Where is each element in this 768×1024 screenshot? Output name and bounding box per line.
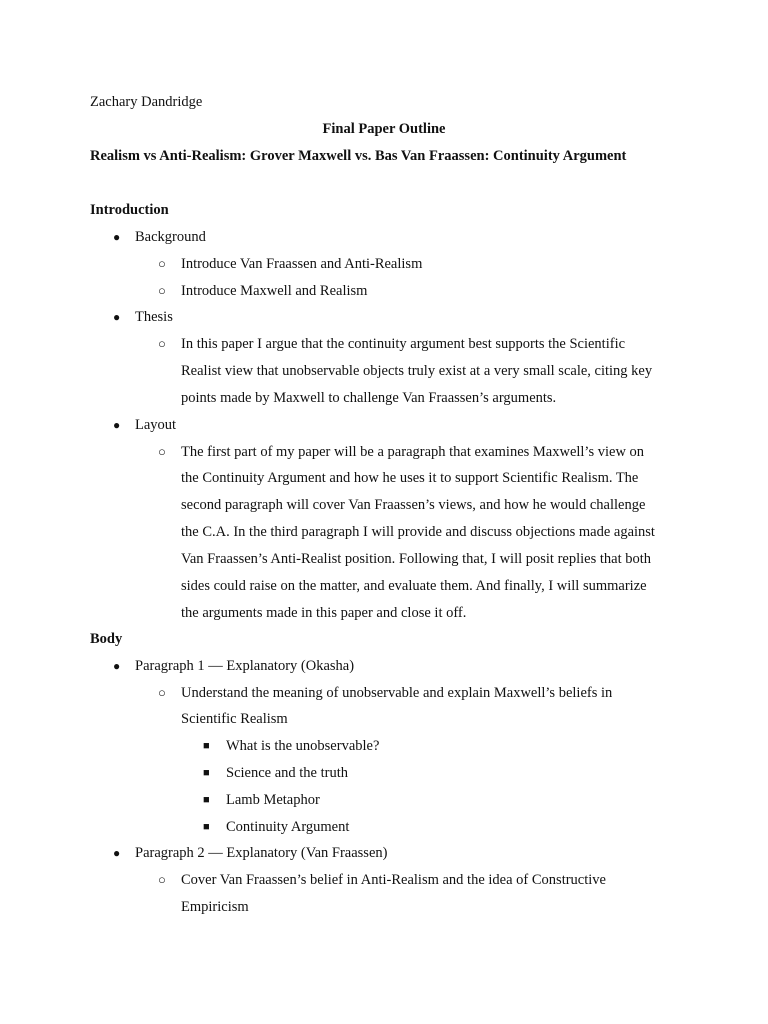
layout-text-line: sides could raise on the matter, and evaluate them. And finally, I will summarize xyxy=(181,578,647,594)
bullet-dot-icon: ● xyxy=(113,310,121,324)
layout-label: Layout xyxy=(135,417,177,433)
background-label: Background xyxy=(135,229,206,245)
bullet-square-icon: ■ xyxy=(203,740,210,752)
thesis-text-line: In this paper I argue that the continuity argument best supports the Scientific xyxy=(181,336,626,352)
bullet-square-icon: ■ xyxy=(203,767,210,779)
background-item: Introduce Van Fraassen and Anti-Realism xyxy=(181,256,423,272)
bullet-dot-icon: ● xyxy=(113,659,121,673)
bullet-circle-icon: ○ xyxy=(158,872,166,887)
bullet-circle-icon: ○ xyxy=(158,685,166,700)
background-item: Introduce Maxwell and Realism xyxy=(181,283,368,299)
thesis-label: Thesis xyxy=(135,309,173,325)
layout-text-line: the arguments made in this paper and close it off. xyxy=(181,605,467,621)
paragraph1-subitem: Science and the truth xyxy=(226,765,348,781)
thesis-text-line: Realist view that unobservable objects truly exist at a very small scale, citing key xyxy=(181,363,653,379)
bullet-circle-icon: ○ xyxy=(158,336,166,351)
document-subtitle: Realism vs Anti-Realism: Grover Maxwell vs. Bas Van Fraassen: Continuity Argument xyxy=(90,148,627,164)
author-name: Zachary Dandridge xyxy=(90,94,203,110)
paragraph2-label: Paragraph 2 — Explanatory (Van Fraassen) xyxy=(135,845,388,861)
bullet-dot-icon: ● xyxy=(113,418,121,432)
layout-text-line: second paragraph will cover Van Fraassen’s views, and how he would challenge xyxy=(181,497,646,513)
paragraph2-text-line: Empiricism xyxy=(181,899,249,915)
paragraph1-text-line: Scientific Realism xyxy=(181,711,288,727)
bullet-dot-icon: ● xyxy=(113,230,121,244)
bullet-dot-icon: ● xyxy=(113,846,121,860)
layout-text-line: the Continuity Argument and how he uses it to support Scientific Realism. The xyxy=(181,470,639,486)
layout-text-line: The first part of my paper will be a paragraph that examines Maxwell’s view on xyxy=(181,444,645,460)
paragraph1-subitem: Lamb Metaphor xyxy=(226,792,320,808)
paragraph2-text-line: Cover Van Fraassen’s belief in Anti-Realism and the idea of Constructive xyxy=(181,872,606,888)
layout-text-line: Van Fraassen’s Anti-Realist position. Following that, I will posit replies that both xyxy=(181,551,652,567)
bullet-circle-icon: ○ xyxy=(158,283,166,298)
document-title: Final Paper Outline xyxy=(322,121,446,137)
bullet-square-icon: ■ xyxy=(203,794,210,806)
paragraph1-subitem: What is the unobservable? xyxy=(226,738,380,754)
paragraph1-text-line: Understand the meaning of unobservable and explain Maxwell’s beliefs in xyxy=(181,685,613,701)
bullet-circle-icon: ○ xyxy=(158,256,166,271)
paragraph1-label: Paragraph 1 — Explanatory (Okasha) xyxy=(135,658,355,674)
layout-text-line: the C.A. In the third paragraph I will provide and discuss objections made against xyxy=(181,524,655,540)
body-heading: Body xyxy=(90,631,123,647)
bullet-square-icon: ■ xyxy=(203,821,210,833)
introduction-heading: Introduction xyxy=(90,202,169,218)
paragraph1-subitem: Continuity Argument xyxy=(226,819,350,835)
bullet-circle-icon: ○ xyxy=(158,444,166,459)
thesis-text-line: points made by Maxwell to challenge Van Fraassen’s arguments. xyxy=(181,390,557,406)
